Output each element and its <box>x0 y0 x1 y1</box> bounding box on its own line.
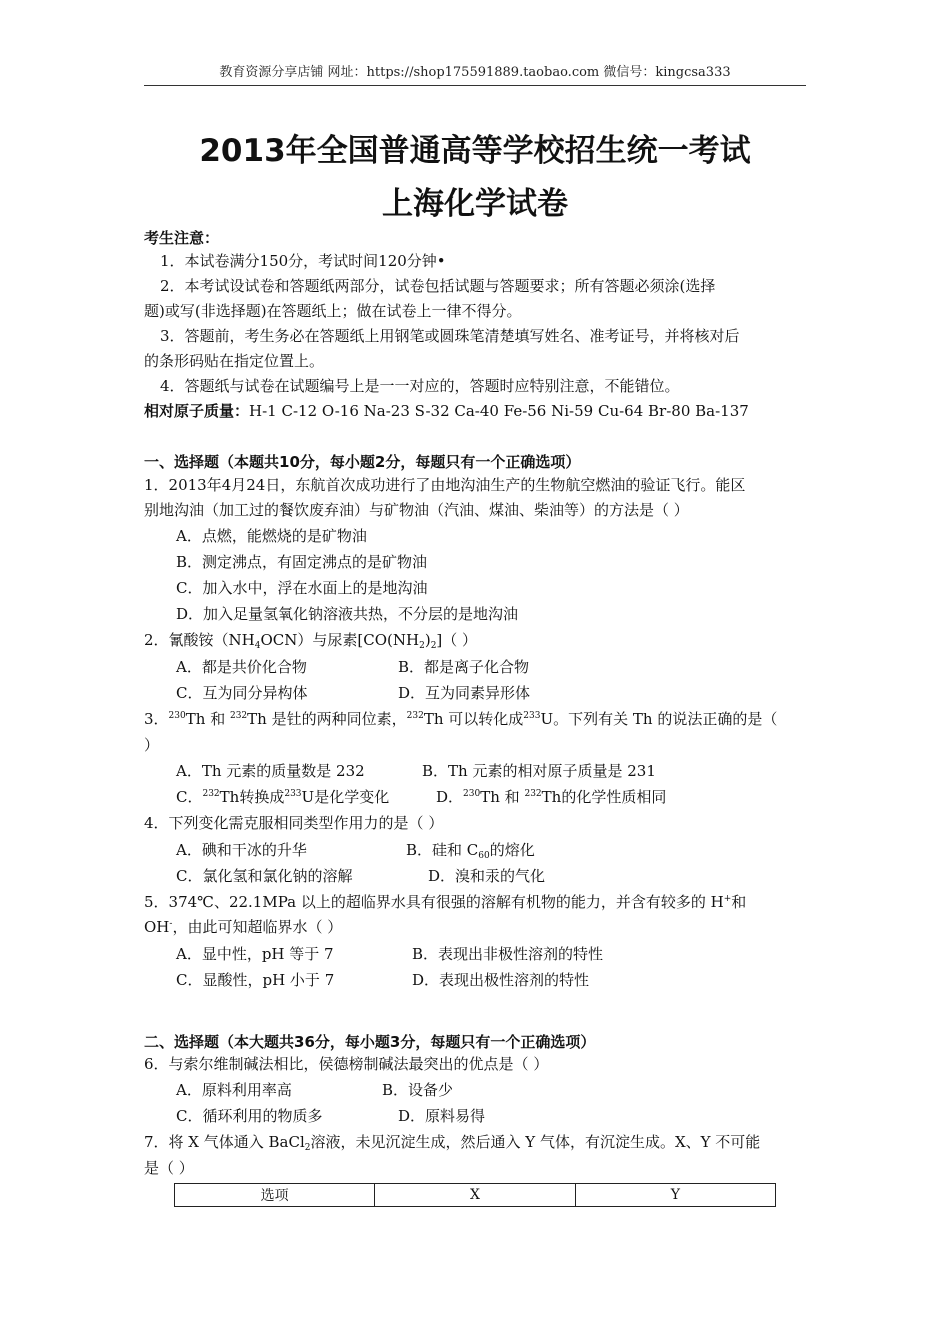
q4-options-row1 <box>176 840 840 860</box>
mass-number: 233 <box>523 711 541 721</box>
notice-heading: 考生注意： <box>144 229 220 247</box>
q3-text: Th <box>423 710 444 728</box>
q7-text: 7．将 X 气体通入 BaCl <box>144 1133 305 1151</box>
q5-options-row2 <box>176 970 840 990</box>
mass-number: 232 <box>524 789 542 799</box>
q3-text: Th <box>541 788 562 806</box>
q3-option-a: A．Th 元素的质量数是 232 <box>176 762 365 780</box>
q5-option-d: D．表现出极性溶剂的特性 <box>412 971 590 989</box>
q4-text: B．硅和 C <box>406 841 479 859</box>
q6-option-b: B．设备少 <box>382 1081 454 1099</box>
notice-item-2-cont: 题)或写(非选择题)在答题纸上；做在试卷上一律不得分。 <box>144 302 522 320</box>
q4-option-a: A．碘和干冰的升华 <box>176 841 307 859</box>
q1-stem-line1: 1．2013年4月24日，东航首次成功进行了由地沟油生产的生物航空燃油的验证飞行。能区 <box>144 476 746 494</box>
q3-option-c <box>176 788 389 806</box>
q3-options-row2 <box>176 787 840 807</box>
q7-subscript: 2 <box>304 1143 311 1153</box>
notice-item-4: 4．答题纸与试卷在试题编号上是一一对应的，答题时应特别注意，不能错位。 <box>160 377 680 395</box>
section-2-heading: 二、选择题（本大题共36分，每小题3分，每题只有一个正确选项） <box>144 1033 596 1051</box>
q3-text: 是化学变化 <box>314 788 390 806</box>
notice-item-3: 3．答题前，考生务必在答题纸上用钢笔或圆珠笔清楚填写姓名、准考证号，并将核对后 <box>160 327 740 345</box>
mass-number: 233 <box>284 789 302 799</box>
atomic-mass-values: H-1 C-12 O-16 Na-23 S-32 Ca-40 Fe-56 Ni-59 Cu-64 Br-80 Ba-137 <box>249 402 749 420</box>
q3-text: U <box>301 788 315 806</box>
page-header: 教育资源分享店铺 网址：https://shop175591889.taobao.com 微信号：kingcsa333 <box>219 65 731 80</box>
q3-text: Th <box>247 710 267 728</box>
q3-text: C． <box>176 788 203 806</box>
q1-option-b: B．测定沸点，有固定沸点的是矿物油 <box>176 553 428 571</box>
q1-option-c: C．加入水中，浮在水面上的是地沟油 <box>176 579 428 597</box>
mass-number: 232 <box>202 789 220 799</box>
mass-number: 232 <box>229 711 248 721</box>
q3-stem-line2: ） <box>144 736 160 754</box>
q2-option-a: A．都是共价化合物 <box>176 658 307 676</box>
q1-option-d: D．加入足量氢氧化钠溶液共热，不分层的是地沟油 <box>176 605 519 623</box>
q3-text: 的化学性质相同 <box>561 788 667 806</box>
q1-option-a: A．点燃，能燃烧的是矿物油 <box>176 527 367 545</box>
q3-text: 和 <box>504 788 520 806</box>
q5-text: OH <box>144 918 170 936</box>
q6-option-c: C．循环利用的物质多 <box>176 1107 323 1125</box>
q3-text: 是钍的两种同位素， <box>271 710 407 728</box>
table-header-cell: 选项 <box>175 1184 375 1207</box>
q6-stem: 6．与索尔维制碱法相比，侯德榜制碱法最突出的优点是（ ） <box>144 1055 549 1073</box>
q5-stem-line2 <box>144 917 808 937</box>
table-header-cell: Y <box>575 1184 775 1207</box>
q3-text: U <box>540 710 554 728</box>
q2-stem <box>144 630 808 650</box>
exam-title: 2013年全国普通高等学校招生统一考试 <box>199 133 751 169</box>
q7-text: 溶液，未见沉淀生成，然后通入 Y 气体，有沉淀生成。X、Y 不可能 <box>310 1133 761 1151</box>
q5-superscript: - <box>169 919 173 929</box>
q7-stem-line2: 是（ ） <box>144 1159 194 1177</box>
q1-stem-line2: 别地沟油（加工过的餐饮废弃油）与矿物油（汽油、煤油、柴油等）的方法是（ ） <box>144 501 689 519</box>
q4-options-row2 <box>176 866 840 886</box>
q6-options-row2 <box>176 1106 840 1126</box>
q6-option-a: A．原料利用率高 <box>176 1081 292 1099</box>
q2-subscript: 2 <box>419 641 425 651</box>
notice-item-2: 2．本考试设试卷和答题纸两部分，试卷包括试题与答题要求；所有答题必须涂(选择 <box>160 277 716 295</box>
q4-subscript: 60 <box>478 851 490 861</box>
notice-item-3-cont: 的条形码贴在指定位置上。 <box>144 352 325 370</box>
q2-text: ]（ ） <box>436 631 478 649</box>
q3-text: Th <box>185 710 206 728</box>
q3-option-b: B．Th 元素的相对原子质量是 231 <box>422 762 656 780</box>
q2-text: 2．氰酸铵（NH <box>144 631 255 649</box>
q2-option-c: C．互为同分异构体 <box>176 684 308 702</box>
header-divider <box>144 85 806 86</box>
q3-stem-line1 <box>144 709 808 729</box>
q3-text: Th <box>219 788 240 806</box>
q5-options-row1 <box>176 944 840 964</box>
q4-option-d: D．溴和汞的气化 <box>428 867 546 885</box>
q2-options-row1 <box>176 657 840 677</box>
table-header-row <box>175 1184 776 1207</box>
q3-text: D． <box>436 788 464 806</box>
atomic-mass-label: 相对原子质量： <box>144 402 250 420</box>
q5-option-c: C．显酸性，pH 小于 7 <box>176 971 335 989</box>
q2-text: OCN）与尿素[CO(NH <box>260 631 420 649</box>
q7-options-table <box>174 1183 776 1207</box>
q5-option-b: B．表现出非极性溶剂的特性 <box>412 945 604 963</box>
section-1-heading: 一、选择题（本题共10分，每小题2分，每题只有一个正确选项） <box>144 453 581 471</box>
exam-subtitle: 上海化学试卷 <box>382 186 568 222</box>
atomic-mass-line <box>144 401 808 421</box>
q5-option-a: A．显中性，pH 等于 7 <box>176 945 334 963</box>
q5-superscript: + <box>723 894 732 904</box>
q5-text: 和 <box>731 893 747 911</box>
table-header-cell: X <box>375 1184 575 1207</box>
q3-text: 和 <box>210 710 226 728</box>
q4-option-b <box>406 840 535 860</box>
q2-options-row2 <box>176 683 840 703</box>
q3-text: 可以转化成 <box>448 710 524 728</box>
mass-number: 230 <box>463 789 481 799</box>
q6-options-row1 <box>176 1080 840 1100</box>
notice-item-1: 1．本试卷满分150分，考试时间120分钟• <box>160 252 446 270</box>
q5-text: ，由此可知超临界水（ ） <box>172 918 343 936</box>
q2-text: ) <box>424 631 431 649</box>
q4-stem: 4．下列变化需克服相同类型作用力的是（ ） <box>144 814 444 832</box>
q3-option-d <box>436 787 666 807</box>
q6-option-d: D．原料易得 <box>398 1107 486 1125</box>
q2-subscript: 4 <box>254 641 261 651</box>
q5-stem-line1 <box>144 892 808 912</box>
q3-text: 转换成 <box>239 788 285 806</box>
mass-number: 230 <box>168 711 186 721</box>
q2-subscript: 2 <box>430 641 437 651</box>
q4-option-c: C．氯化氢和氯化钠的溶解 <box>176 867 353 885</box>
q3-text: 3． <box>144 710 169 728</box>
mass-number: 232 <box>406 711 424 721</box>
q4-text: 的熔化 <box>489 841 535 859</box>
q2-option-b: B．都是离子化合物 <box>398 658 530 676</box>
q2-option-d: D．互为同素异形体 <box>398 684 531 702</box>
q3-options-row1 <box>176 761 840 781</box>
q3-text: Th <box>480 788 500 806</box>
q7-stem-line1 <box>144 1132 808 1152</box>
q3-text: 。下列有关 Th 的说法正确的是（ <box>553 710 778 728</box>
q5-text: 5．374℃、22.1MPa 以上的超临界水具有很强的溶解有机物的能力，并含有较多的 H <box>144 893 724 911</box>
